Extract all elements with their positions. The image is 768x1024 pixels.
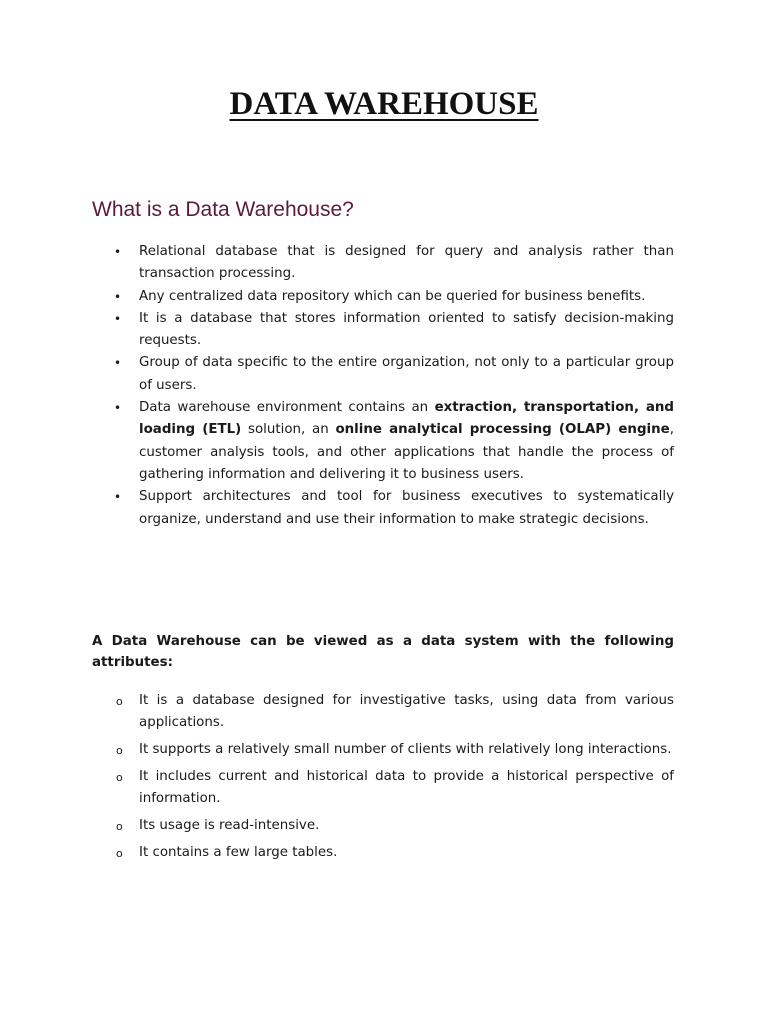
- item-bold-text: online analytical processing (OLAP) engine: [335, 422, 670, 438]
- list-item: o It is a database designed for investigative tasks, using data from various applications.: [92, 690, 674, 735]
- list-item: o It contains a few large tables.: [92, 842, 674, 864]
- list-item: o Its usage is read-intensive.: [92, 815, 674, 837]
- list-item: o It includes current and historical data to provide a historical perspective of information.: [92, 766, 674, 811]
- definition-list: [92, 241, 674, 531]
- page-title: DATA WAREHOUSE: [229, 86, 539, 122]
- item-text: solution, an: [241, 422, 336, 438]
- list-item: • Group of data specific to the entire organization, not only to a particular group of users.: [92, 352, 674, 397]
- section-heading: What is a Data Warehouse?: [92, 198, 354, 221]
- list-item: • Relational database that is designed for query and analysis rather than transaction processing.: [92, 241, 674, 286]
- list-item: • Any centralized data repository which can be queried for business benefits.: [92, 286, 674, 308]
- list-item: • It is a database that stores information oriented to satisfy decision-making requests.: [92, 308, 674, 353]
- list-item: o It supports a relatively small number of clients with relatively long interactions.: [92, 739, 674, 761]
- attributes-list: [92, 690, 674, 869]
- item-bold-text: extraction, transportation, and loading (ETL): [139, 400, 674, 438]
- item-text: Data warehouse environment contains an: [139, 400, 435, 416]
- item-text: , customer analysis tools, and other applications that handle the process of gathering information and delivering it to business users.: [139, 422, 674, 482]
- attributes-intro: A Data Warehouse can be viewed as a data system with the following attributes:: [92, 634, 674, 670]
- list-item: • Support architectures and tool for business executives to systematically organize, understand and use their information to make strategic decisions.: [92, 486, 674, 531]
- list-item: [92, 397, 674, 486]
